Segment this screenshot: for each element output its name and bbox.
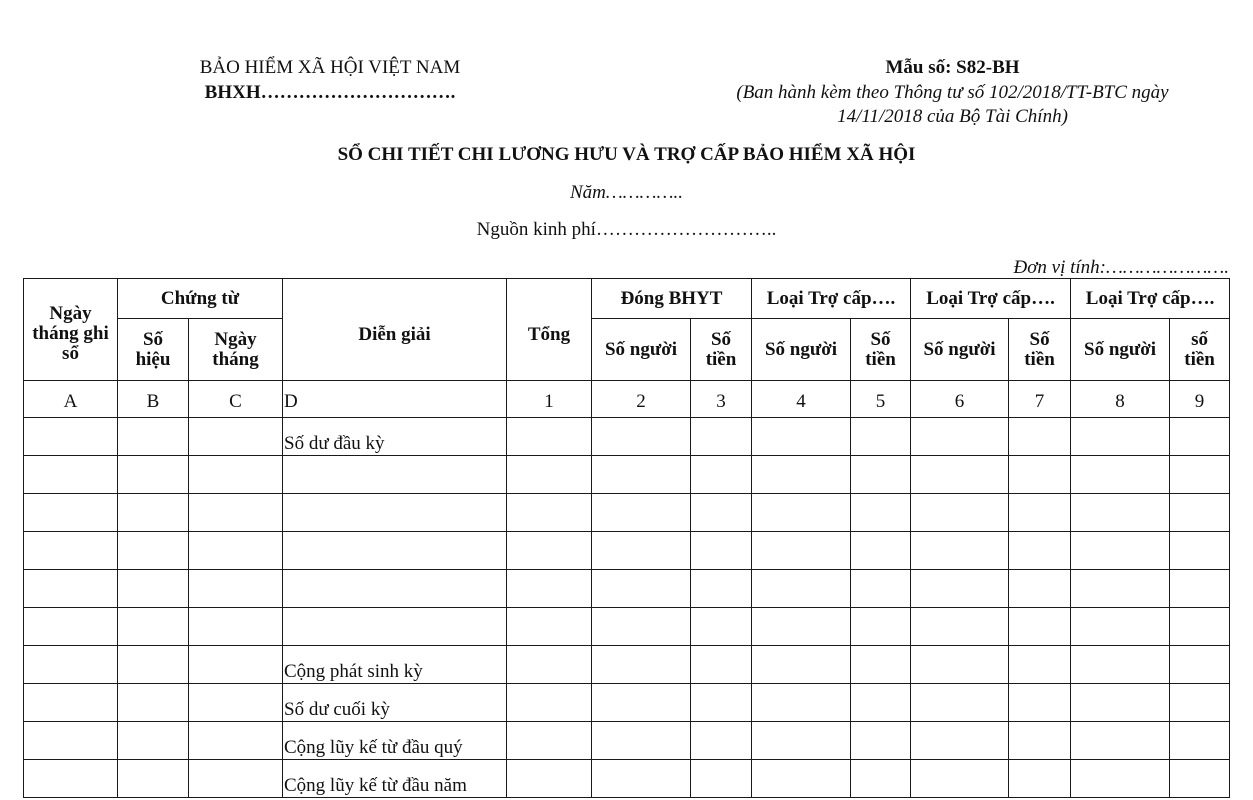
cell-allowance1-people[interactable] — [752, 570, 851, 608]
header-allowance2-people: Số người — [911, 319, 1009, 381]
column-index: A — [24, 381, 118, 418]
cell-allowance1-people[interactable] — [752, 494, 851, 532]
cell-description[interactable]: Cộng phát sinh kỳ — [283, 646, 507, 684]
cell-description[interactable]: Cộng lũy kế từ đầu năm — [283, 760, 507, 798]
cell-allowance1-amount[interactable] — [851, 418, 911, 456]
cell-voucher-number[interactable] — [118, 418, 189, 456]
cell-voucher-date[interactable] — [189, 570, 283, 608]
cell-voucher-number[interactable] — [118, 760, 189, 798]
cell-voucher-date[interactable] — [189, 494, 283, 532]
cell-description[interactable] — [283, 494, 507, 532]
cell-bhyt-amount[interactable] — [691, 608, 752, 646]
header-row-groups — [24, 279, 1230, 319]
header-allowance-type-3: Loại Trợ cấp…. — [1071, 279, 1230, 319]
cell-bhyt-amount[interactable] — [691, 646, 752, 684]
column-index: 8 — [1071, 381, 1170, 418]
cell-record-date[interactable] — [24, 570, 118, 608]
header-allowance-type-1: Loại Trợ cấp…. — [752, 279, 911, 319]
ledger-table — [23, 278, 1230, 798]
cell-bhyt-people[interactable] — [592, 532, 691, 570]
cell-description[interactable]: Số dư đầu kỳ — [283, 418, 507, 456]
cell-record-date[interactable] — [24, 608, 118, 646]
table-row — [24, 570, 1230, 608]
cell-total[interactable] — [507, 456, 592, 494]
cell-allowance2-amount[interactable] — [1009, 532, 1071, 570]
cell-voucher-date[interactable] — [189, 760, 283, 798]
cell-allowance1-amount[interactable] — [851, 646, 911, 684]
unit-field: Đơn vị tính:…………………. — [1013, 257, 1229, 278]
header-allowance-type-2: Loại Trợ cấp…. — [911, 279, 1071, 319]
cell-voucher-number[interactable] — [118, 570, 189, 608]
issuance-note-line2: 14/11/2018 của Bộ Tài Chính) — [837, 106, 1068, 127]
cell-allowance3-amount[interactable] — [1170, 494, 1230, 532]
organization-name: BẢO HIỂM XÃ HỘI VIỆT NAM — [199, 57, 461, 78]
cell-bhyt-amount[interactable] — [691, 570, 752, 608]
cell-bhyt-amount[interactable] — [691, 418, 752, 456]
table-row-period-total — [24, 646, 1230, 684]
issuance-note — [690, 81, 1215, 129]
cell-allowance1-amount[interactable] — [851, 494, 911, 532]
cell-bhyt-people[interactable] — [592, 722, 691, 760]
cell-allowance2-amount[interactable] — [1009, 760, 1071, 798]
cell-description[interactable] — [283, 456, 507, 494]
cell-bhyt-amount[interactable] — [691, 532, 752, 570]
cell-voucher-number[interactable] — [118, 722, 189, 760]
cell-allowance1-people[interactable] — [752, 760, 851, 798]
cell-allowance2-people[interactable] — [911, 646, 1009, 684]
cell-voucher-number[interactable] — [118, 456, 189, 494]
header-description: Diễn giải — [283, 279, 507, 381]
cell-allowance3-people[interactable] — [1071, 418, 1170, 456]
cell-bhyt-people[interactable] — [592, 456, 691, 494]
cell-bhyt-amount[interactable] — [691, 494, 752, 532]
cell-bhyt-people[interactable] — [592, 418, 691, 456]
cell-allowance1-people[interactable] — [752, 722, 851, 760]
cell-allowance2-amount[interactable] — [1009, 608, 1071, 646]
cell-total[interactable] — [507, 532, 592, 570]
header-allowance3-amount: số tiền — [1170, 319, 1230, 381]
table-row — [24, 532, 1230, 570]
cell-total[interactable] — [507, 570, 592, 608]
cell-bhyt-people[interactable] — [592, 570, 691, 608]
cell-allowance2-people[interactable] — [911, 418, 1009, 456]
cell-allowance2-people[interactable] — [911, 494, 1009, 532]
form-code: Mẫu số: S82-BH — [885, 57, 1020, 78]
column-index: 1 — [507, 381, 592, 418]
cell-record-date[interactable] — [24, 646, 118, 684]
cell-allowance2-amount[interactable] — [1009, 418, 1071, 456]
table-row-quarter-cumulative — [24, 722, 1230, 760]
table-row — [24, 418, 1230, 456]
cell-allowance2-people[interactable] — [911, 456, 1009, 494]
header-health-insurance: Đóng BHYT — [592, 279, 752, 319]
cell-voucher-date[interactable] — [189, 532, 283, 570]
cell-bhyt-people[interactable] — [592, 646, 691, 684]
column-index: 6 — [911, 381, 1009, 418]
column-index: 9 — [1170, 381, 1230, 418]
cell-allowance3-people[interactable] — [1071, 722, 1170, 760]
cell-allowance2-people[interactable] — [911, 760, 1009, 798]
cell-voucher-number[interactable] — [118, 646, 189, 684]
cell-voucher-date[interactable] — [189, 684, 283, 722]
table-row — [24, 494, 1230, 532]
cell-allowance1-amount[interactable] — [851, 684, 911, 722]
cell-allowance1-amount[interactable] — [851, 760, 911, 798]
header-voucher-date: Ngày tháng — [189, 319, 283, 381]
cell-allowance3-people[interactable] — [1071, 494, 1170, 532]
cell-allowance2-amount[interactable] — [1009, 646, 1071, 684]
cell-allowance3-amount[interactable] — [1170, 418, 1230, 456]
cell-bhyt-people[interactable] — [592, 494, 691, 532]
cell-record-date[interactable] — [24, 722, 118, 760]
cell-allowance3-people[interactable] — [1071, 570, 1170, 608]
cell-allowance3-amount[interactable] — [1170, 722, 1230, 760]
cell-allowance3-people[interactable] — [1071, 684, 1170, 722]
cell-allowance3-amount[interactable] — [1170, 760, 1230, 798]
cell-allowance1-amount[interactable] — [851, 570, 911, 608]
cell-voucher-number[interactable] — [118, 494, 189, 532]
cell-voucher-date[interactable] — [189, 418, 283, 456]
cell-total[interactable] — [507, 760, 592, 798]
cell-allowance1-people[interactable] — [752, 418, 851, 456]
cell-voucher-date[interactable] — [189, 722, 283, 760]
header-total: Tổng — [507, 279, 592, 381]
cell-allowance2-people[interactable] — [911, 608, 1009, 646]
cell-allowance3-amount[interactable] — [1170, 608, 1230, 646]
cell-allowance1-people[interactable] — [752, 532, 851, 570]
year-field: Năm………….. — [570, 182, 683, 203]
cell-bhyt-amount[interactable] — [691, 722, 752, 760]
cell-bhyt-amount[interactable] — [691, 456, 752, 494]
cell-allowance2-amount[interactable] — [1009, 684, 1071, 722]
cell-voucher-date[interactable] — [189, 456, 283, 494]
cell-allowance2-people[interactable] — [911, 684, 1009, 722]
cell-voucher-number[interactable] — [118, 608, 189, 646]
cell-bhyt-people[interactable] — [592, 684, 691, 722]
header-allowance2-amount: Số tiền — [1009, 319, 1071, 381]
cell-total[interactable] — [507, 722, 592, 760]
cell-allowance3-people[interactable] — [1071, 532, 1170, 570]
header-record-date: Ngày tháng ghi sổ — [24, 279, 118, 381]
cell-description[interactable] — [283, 608, 507, 646]
cell-allowance2-amount[interactable] — [1009, 722, 1071, 760]
document-title: SỔ CHI TIẾT CHI LƯƠNG HƯU VÀ TRỢ CẤP BẢO HIỂM XÃ HỘI — [337, 144, 916, 165]
header-allowance1-amount: Số tiền — [851, 319, 911, 381]
column-index: B — [118, 381, 189, 418]
header-allowance1-people: Số người — [752, 319, 851, 381]
cell-allowance3-people[interactable] — [1071, 456, 1170, 494]
cell-total[interactable] — [507, 418, 592, 456]
table-row — [24, 608, 1230, 646]
header-bhyt-amount: Số tiền — [691, 319, 752, 381]
issuance-note-line1: (Ban hành kèm theo Thông tư số 102/2018/TT-BTC ngày — [736, 82, 1169, 103]
cell-record-date[interactable] — [24, 684, 118, 722]
header-voucher-group: Chứng từ — [118, 279, 283, 319]
column-index: 2 — [592, 381, 691, 418]
cell-allowance3-amount[interactable] — [1170, 532, 1230, 570]
column-index: 4 — [752, 381, 851, 418]
cell-bhyt-people[interactable] — [592, 608, 691, 646]
cell-voucher-number[interactable] — [118, 684, 189, 722]
cell-description[interactable]: Cộng lũy kế từ đầu quý — [283, 722, 507, 760]
cell-allowance1-amount[interactable] — [851, 608, 911, 646]
column-index: D — [283, 381, 507, 418]
cell-allowance1-people[interactable] — [752, 646, 851, 684]
cell-allowance3-people[interactable] — [1071, 608, 1170, 646]
funding-source-field: Nguồn kinh phí……………………….. — [476, 219, 777, 240]
cell-allowance1-people[interactable] — [752, 456, 851, 494]
header-bhyt-people: Số người — [592, 319, 691, 381]
cell-allowance3-amount[interactable] — [1170, 684, 1230, 722]
cell-allowance2-amount[interactable] — [1009, 570, 1071, 608]
cell-record-date[interactable] — [24, 532, 118, 570]
column-index-row — [24, 381, 1230, 418]
cell-allowance3-people[interactable] — [1071, 760, 1170, 798]
cell-allowance1-amount[interactable] — [851, 532, 911, 570]
cell-allowance1-people[interactable] — [752, 684, 851, 722]
cell-total[interactable] — [507, 494, 592, 532]
table-row-closing-balance — [24, 684, 1230, 722]
cell-bhyt-people[interactable] — [592, 760, 691, 798]
cell-total[interactable] — [507, 646, 592, 684]
cell-total[interactable] — [507, 608, 592, 646]
cell-allowance3-amount[interactable] — [1170, 570, 1230, 608]
cell-allowance2-people[interactable] — [911, 722, 1009, 760]
cell-allowance3-amount[interactable] — [1170, 456, 1230, 494]
cell-record-date[interactable] — [24, 494, 118, 532]
cell-allowance2-amount[interactable] — [1009, 494, 1071, 532]
cell-bhyt-amount[interactable] — [691, 760, 752, 798]
table-row — [24, 456, 1230, 494]
cell-voucher-date[interactable] — [189, 646, 283, 684]
header-allowance3-people: Số người — [1071, 319, 1170, 381]
cell-allowance3-amount[interactable] — [1170, 646, 1230, 684]
column-index: 7 — [1009, 381, 1071, 418]
column-index: 3 — [691, 381, 752, 418]
cell-allowance1-amount[interactable] — [851, 722, 911, 760]
cell-voucher-date[interactable] — [189, 608, 283, 646]
cell-description[interactable]: Số dư cuối kỳ — [283, 684, 507, 722]
branch-name: BHXH…………………………. — [204, 82, 456, 103]
cell-allowance2-amount[interactable] — [1009, 456, 1071, 494]
cell-allowance2-people[interactable] — [911, 532, 1009, 570]
cell-allowance1-people[interactable] — [752, 608, 851, 646]
cell-allowance2-people[interactable] — [911, 570, 1009, 608]
cell-record-date[interactable] — [24, 456, 118, 494]
cell-allowance1-amount[interactable] — [851, 456, 911, 494]
cell-voucher-number[interactable] — [118, 532, 189, 570]
column-index: C — [189, 381, 283, 418]
header-row-subcolumns — [24, 319, 1230, 381]
cell-description[interactable] — [283, 532, 507, 570]
cell-bhyt-amount[interactable] — [691, 684, 752, 722]
header-voucher-number: Số hiệu — [118, 319, 189, 381]
cell-record-date[interactable] — [24, 418, 118, 456]
table-row-year-cumulative — [24, 760, 1230, 798]
cell-allowance3-people[interactable] — [1071, 646, 1170, 684]
cell-total[interactable] — [507, 684, 592, 722]
column-index: 5 — [851, 381, 911, 418]
cell-description[interactable] — [283, 570, 507, 608]
cell-record-date[interactable] — [24, 760, 118, 798]
